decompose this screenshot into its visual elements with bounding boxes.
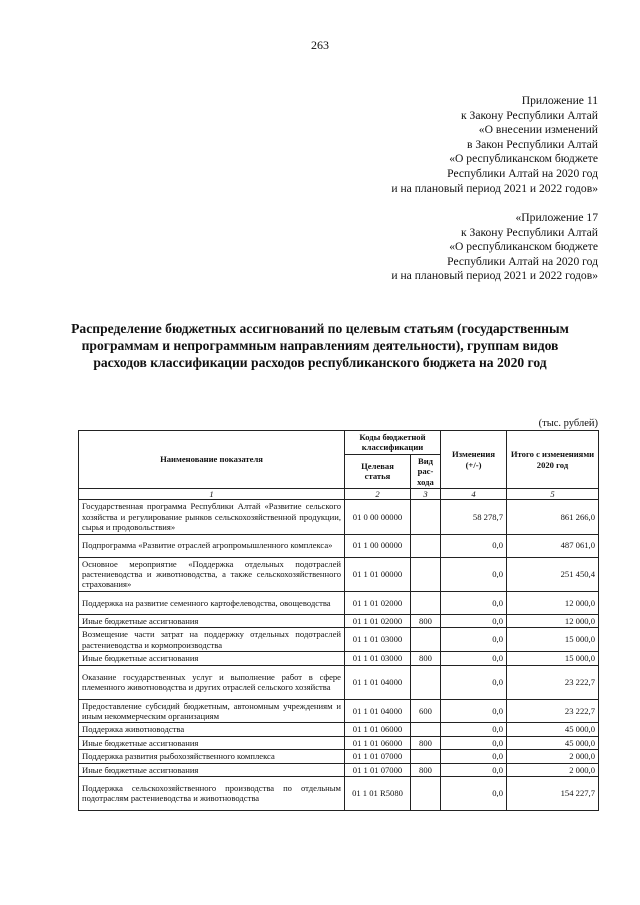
appendix-line: Приложение 11 — [521, 94, 598, 107]
table-row — [79, 500, 599, 534]
row-total-cell: 15 000,0 — [507, 628, 599, 652]
column-index: 1 — [79, 489, 345, 500]
row-change-cell: 0,0 — [441, 614, 507, 627]
row-target-code-cell: 01 1 01 03000 — [345, 652, 411, 665]
row-vid-cell — [411, 776, 441, 810]
row-total-cell: 45 000,0 — [507, 736, 599, 749]
row-change-cell: 0,0 — [441, 736, 507, 749]
appendix-line: «О республиканском бюджете — [449, 240, 598, 254]
row-target-code-cell: 01 1 01 04000 — [345, 665, 411, 699]
row-change-cell: 0,0 — [441, 665, 507, 699]
row-target-code-cell: 01 1 01 03000 — [345, 628, 411, 652]
row-change-cell: 0,0 — [441, 628, 507, 652]
table-row — [79, 723, 599, 736]
row-change-cell: 0,0 — [441, 776, 507, 810]
row-name-cell: Иные бюджетные ассигнования — [79, 614, 345, 627]
row-target-code-cell: 01 1 01 07000 — [345, 763, 411, 776]
table-row — [79, 736, 599, 749]
header-codes: Коды бюджетной классификации — [345, 431, 441, 455]
row-name-cell: Возмещение части затрат на поддержку отдельных подотраслей растениеводства и кормопроизводства — [79, 628, 345, 652]
units-label: (тыс. рублей) — [538, 418, 598, 429]
row-target-code-cell: 01 0 00 00000 — [345, 500, 411, 534]
row-name-cell: Поддержка сельскохозяйственного производства по отдельным подотраслям растениеводства и животноводства — [79, 776, 345, 810]
table-row — [79, 628, 599, 652]
row-total-cell: 15 000,0 — [507, 652, 599, 665]
column-index: 2 — [345, 489, 411, 500]
appendix-header-1 — [391, 94, 598, 196]
row-change-cell: 0,0 — [441, 652, 507, 665]
header-name: Наименование показателя — [79, 431, 345, 489]
row-name-cell: Иные бюджетные ассигнования — [79, 763, 345, 776]
row-target-code-cell: 01 1 00 00000 — [345, 534, 411, 557]
table-row — [79, 557, 599, 591]
row-change-cell: 0,0 — [441, 750, 507, 763]
appendix-line: «Приложение 17 — [515, 211, 598, 224]
row-vid-cell: 800 — [411, 652, 441, 665]
table-row — [79, 665, 599, 699]
row-total-cell: 2 000,0 — [507, 750, 599, 763]
table-row — [79, 763, 599, 776]
row-vid-cell — [411, 723, 441, 736]
row-target-code-cell: 01 1 01 02000 — [345, 614, 411, 627]
appendix-line: и на плановый период 2021 и 2022 годов» — [391, 181, 598, 195]
row-vid-cell — [411, 750, 441, 763]
table-row — [79, 750, 599, 763]
row-target-code-cell: 01 1 01 06000 — [345, 723, 411, 736]
row-vid-cell — [411, 665, 441, 699]
table-row — [79, 614, 599, 627]
row-change-cell: 0,0 — [441, 699, 507, 723]
row-vid-cell — [411, 557, 441, 591]
row-total-cell: 45 000,0 — [507, 723, 599, 736]
row-name-cell: Подпрограмма «Развитие отраслей агропромышленного комплекса» — [79, 534, 345, 557]
appendix-line: в Закон Республики Алтай — [466, 137, 598, 151]
appendix-line: и на плановый период 2021 и 2022 годов» — [391, 269, 598, 283]
appendix-line: «О внесении изменений — [478, 123, 598, 137]
row-target-code-cell: 01 1 01 02000 — [345, 591, 411, 614]
row-vid-cell — [411, 591, 441, 614]
row-total-cell: 23 222,7 — [507, 699, 599, 723]
row-vid-cell — [411, 628, 441, 652]
row-change-cell: 0,0 — [441, 557, 507, 591]
row-name-cell: Иные бюджетные ассигнования — [79, 736, 345, 749]
row-vid-cell — [411, 500, 441, 534]
row-vid-cell: 800 — [411, 614, 441, 627]
row-target-code-cell: 01 1 01 06000 — [345, 736, 411, 749]
row-total-cell: 861 266,0 — [507, 500, 599, 534]
row-total-cell: 12 000,0 — [507, 614, 599, 627]
column-index: 5 — [507, 489, 599, 500]
row-name-cell: Поддержка на развитие семенного картофелеводства, овощеводства — [79, 591, 345, 614]
table-row — [79, 534, 599, 557]
row-target-code-cell: 01 1 01 07000 — [345, 750, 411, 763]
row-target-code-cell: 01 1 01 00000 — [345, 557, 411, 591]
row-target-code-cell: 01 1 01 R5080 — [345, 776, 411, 810]
row-target-code-cell: 01 1 01 04000 — [345, 699, 411, 723]
column-index: 3 — [411, 489, 441, 500]
row-vid-cell: 600 — [411, 699, 441, 723]
appendix-header-2 — [391, 211, 598, 284]
appendix-line: Республики Алтай на 2020 год — [447, 166, 598, 180]
row-name-cell: Иные бюджетные ассигнования — [79, 652, 345, 665]
table-row — [79, 591, 599, 614]
row-total-cell: 23 222,7 — [507, 665, 599, 699]
row-total-cell: 2 000,0 — [507, 763, 599, 776]
row-name-cell: Оказание государственных услуг и выполнение работ в сфере племенного животноводства и других отраслей сельского хозяйства — [79, 665, 345, 699]
appendix-line: Республики Алтай на 2020 год — [447, 254, 598, 268]
row-name-cell: Основное мероприятие «Поддержка отдельных подотраслей растениеводства и животноводства, а также сельскохозяйственного страхования» — [79, 557, 345, 591]
row-name-cell: Предоставление субсидий бюджетным, автономным учреждениям и иным некоммерческим организациям — [79, 699, 345, 723]
row-name-cell: Поддержка животноводства — [79, 723, 345, 736]
column-index-row — [79, 489, 599, 500]
header-vid: Вид рас-хода — [411, 454, 441, 488]
budget-table — [78, 430, 599, 811]
row-name-cell: Государственная программа Республики Алтай «Развитие сельского хозяйства и регулирование рынков сельскохозяйственной продукции, сырья и продовольствия» — [79, 500, 345, 534]
page-number: 263 — [311, 38, 329, 52]
row-change-cell: 0,0 — [441, 763, 507, 776]
row-total-cell: 487 061,0 — [507, 534, 599, 557]
row-name-cell: Поддержка развития рыбохозяйственного комплекса — [79, 750, 345, 763]
table-row — [79, 776, 599, 810]
row-total-cell: 154 227,7 — [507, 776, 599, 810]
appendix-line: к Закону Республики Алтай — [460, 108, 598, 122]
header-total: Итого с изменениями 2020 год — [507, 431, 599, 489]
table-body — [79, 500, 599, 811]
header-change: Изменения (+/-) — [441, 431, 507, 489]
row-change-cell: 0,0 — [441, 591, 507, 614]
document-title: Распределение бюджетных ассигнований по целевым статьям (государственным программам и непрограммным направлениям деятельности), группам видов расходов классификации расходов республиканского бюджета на 2020 год — [71, 321, 569, 370]
row-change-cell: 0,0 — [441, 723, 507, 736]
appendix-line: «О республиканском бюджете — [449, 152, 598, 166]
row-total-cell: 12 000,0 — [507, 591, 599, 614]
header-target: Целевая статья — [345, 454, 411, 488]
row-change-cell: 58 278,7 — [441, 500, 507, 534]
table-row — [79, 652, 599, 665]
row-total-cell: 251 450,4 — [507, 557, 599, 591]
table-row — [79, 699, 599, 723]
row-vid-cell — [411, 534, 441, 557]
row-change-cell: 0,0 — [441, 534, 507, 557]
row-vid-cell: 800 — [411, 736, 441, 749]
column-index: 4 — [441, 489, 507, 500]
appendix-line: к Закону Республики Алтай — [460, 225, 598, 239]
row-vid-cell: 800 — [411, 763, 441, 776]
